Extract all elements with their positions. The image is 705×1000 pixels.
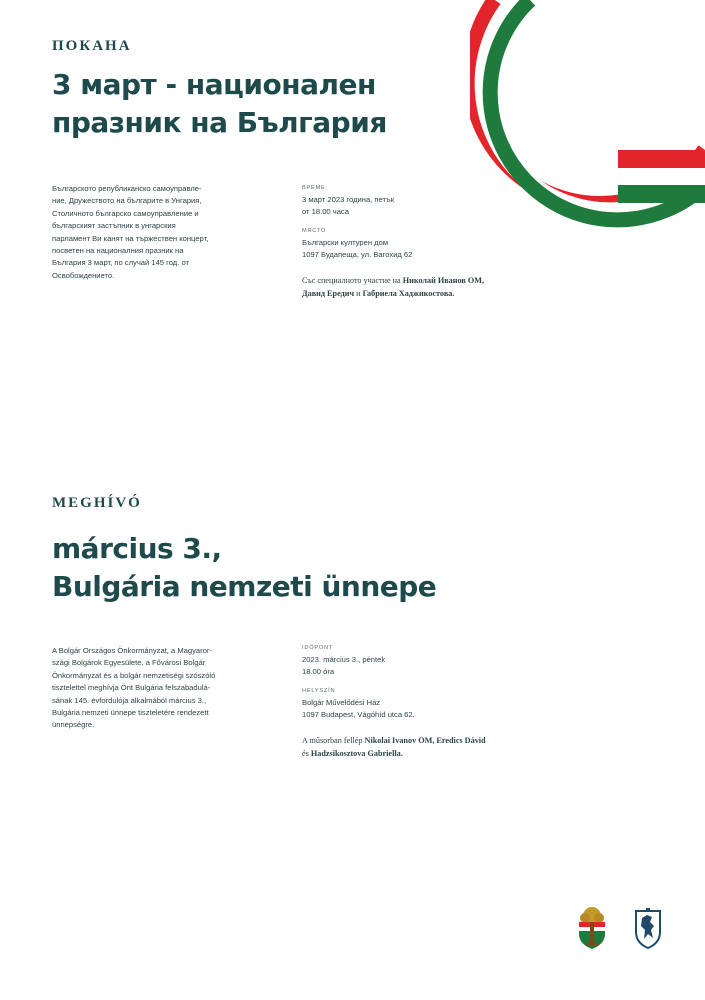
hu-body-line: Önkormányzat és a bolgár nemzetiségi szószóló bbox=[52, 670, 216, 680]
hu-headline-line-1: március 3., bbox=[52, 532, 222, 565]
hu-place-value bbox=[302, 697, 602, 720]
bg-headline-line-2: празник на България bbox=[52, 106, 387, 139]
hu-guest-name: Nikolai Ivanov OM, Eredics Dávid bbox=[364, 736, 486, 746]
bg-time-line: от 18.00 часа bbox=[302, 206, 349, 216]
hu-body-line: sának 145. évfordulója alkalmából március 3., bbox=[52, 695, 207, 705]
bg-body-line: посветен на националния празник на bbox=[52, 246, 184, 256]
bg-body-line: българският застъпник в унгарския bbox=[52, 221, 176, 231]
hu-body-line: ünnepségre. bbox=[52, 720, 95, 730]
hu-guest-name: Hadzsikosztova Gabriella. bbox=[310, 749, 403, 759]
hu-place-line: 1097 Budapest, Vágóhíd utca 62. bbox=[302, 709, 415, 719]
bg-body-line: България 3 март, по случай 145 год. от bbox=[52, 258, 189, 268]
bg-body-line: парламент Ви канят на тържествен концерт, bbox=[52, 233, 209, 243]
bg-body-line: Столичното българско самоуправление и bbox=[52, 208, 199, 218]
hu-kicker: MEGHÍVÓ bbox=[52, 495, 142, 511]
bg-time-value bbox=[302, 194, 602, 217]
hu-time-value bbox=[302, 654, 602, 677]
hu-invitation-text bbox=[52, 645, 292, 732]
bg-time-label: ВРЕМЕ bbox=[302, 185, 326, 191]
bg-place-line: 1097 Будапеща, ул. Вагохид 62 bbox=[302, 249, 413, 259]
hu-time-label: IDŐPONT bbox=[302, 645, 334, 651]
bg-invitation-text bbox=[52, 183, 292, 282]
bg-guests-intro: Със специалното участие на bbox=[302, 276, 401, 286]
bg-kicker: ПОКАНА bbox=[52, 38, 132, 54]
bg-details bbox=[302, 185, 602, 300]
bg-body-line: Българското републиканско самоуправле- bbox=[52, 184, 202, 193]
hu-guests-and: és bbox=[302, 749, 309, 759]
hu-time-line: 2023. március 3., péntek bbox=[302, 655, 386, 664]
hu-body-line: A Bolgár Országos Önkormányzat, a Magyaror- bbox=[52, 646, 212, 655]
hu-headline bbox=[52, 530, 512, 606]
hu-body-line: tisztelettel meghívja Önt Bulgária felszabadulá- bbox=[52, 683, 211, 693]
budapest-crest-icon bbox=[633, 908, 663, 950]
bg-guests-and: и bbox=[356, 289, 361, 299]
hu-body-line: szági Bolgárok Egyesülete, a Fővárosi Bolgár bbox=[52, 658, 206, 668]
hu-details bbox=[302, 645, 602, 760]
hu-headline-line-2: Bulgária nemzeti ünnepe bbox=[52, 570, 437, 603]
bg-headline-line-1: 3 март - национален bbox=[52, 68, 376, 101]
bg-body-line: Освобождението. bbox=[52, 270, 115, 280]
bg-guest-name: Давид Ередич bbox=[302, 289, 355, 299]
bg-headline bbox=[52, 66, 472, 142]
hu-place-label: HELYSZÍN bbox=[302, 688, 336, 695]
bg-body-line: ние, Дружеството на българите в Унгария, bbox=[52, 196, 202, 206]
bg-time-line: 3 март 2023 година, петък bbox=[302, 195, 395, 204]
bulgarian-coat-of-arms-icon bbox=[574, 906, 610, 950]
bg-guest-name: Николай Иванов ОМ, bbox=[402, 276, 484, 286]
hu-place-line: Bolgár Művelődési Ház bbox=[302, 698, 381, 708]
bg-place-line: Български културен дом bbox=[302, 238, 389, 248]
bg-guests bbox=[302, 274, 602, 300]
bg-guest-name: Габриела Хаджикостова. bbox=[362, 289, 455, 299]
hu-guests-intro: A műsorban fellép bbox=[302, 736, 363, 746]
hu-time-line: 18.00 óra bbox=[302, 666, 335, 676]
hu-guests bbox=[302, 734, 602, 760]
hu-body-line: Bulgária nemzeti ünnepe tiszteletére rendezett bbox=[52, 708, 209, 718]
bg-place-value bbox=[302, 237, 602, 260]
bg-place-label: МЯСТО bbox=[302, 228, 327, 235]
